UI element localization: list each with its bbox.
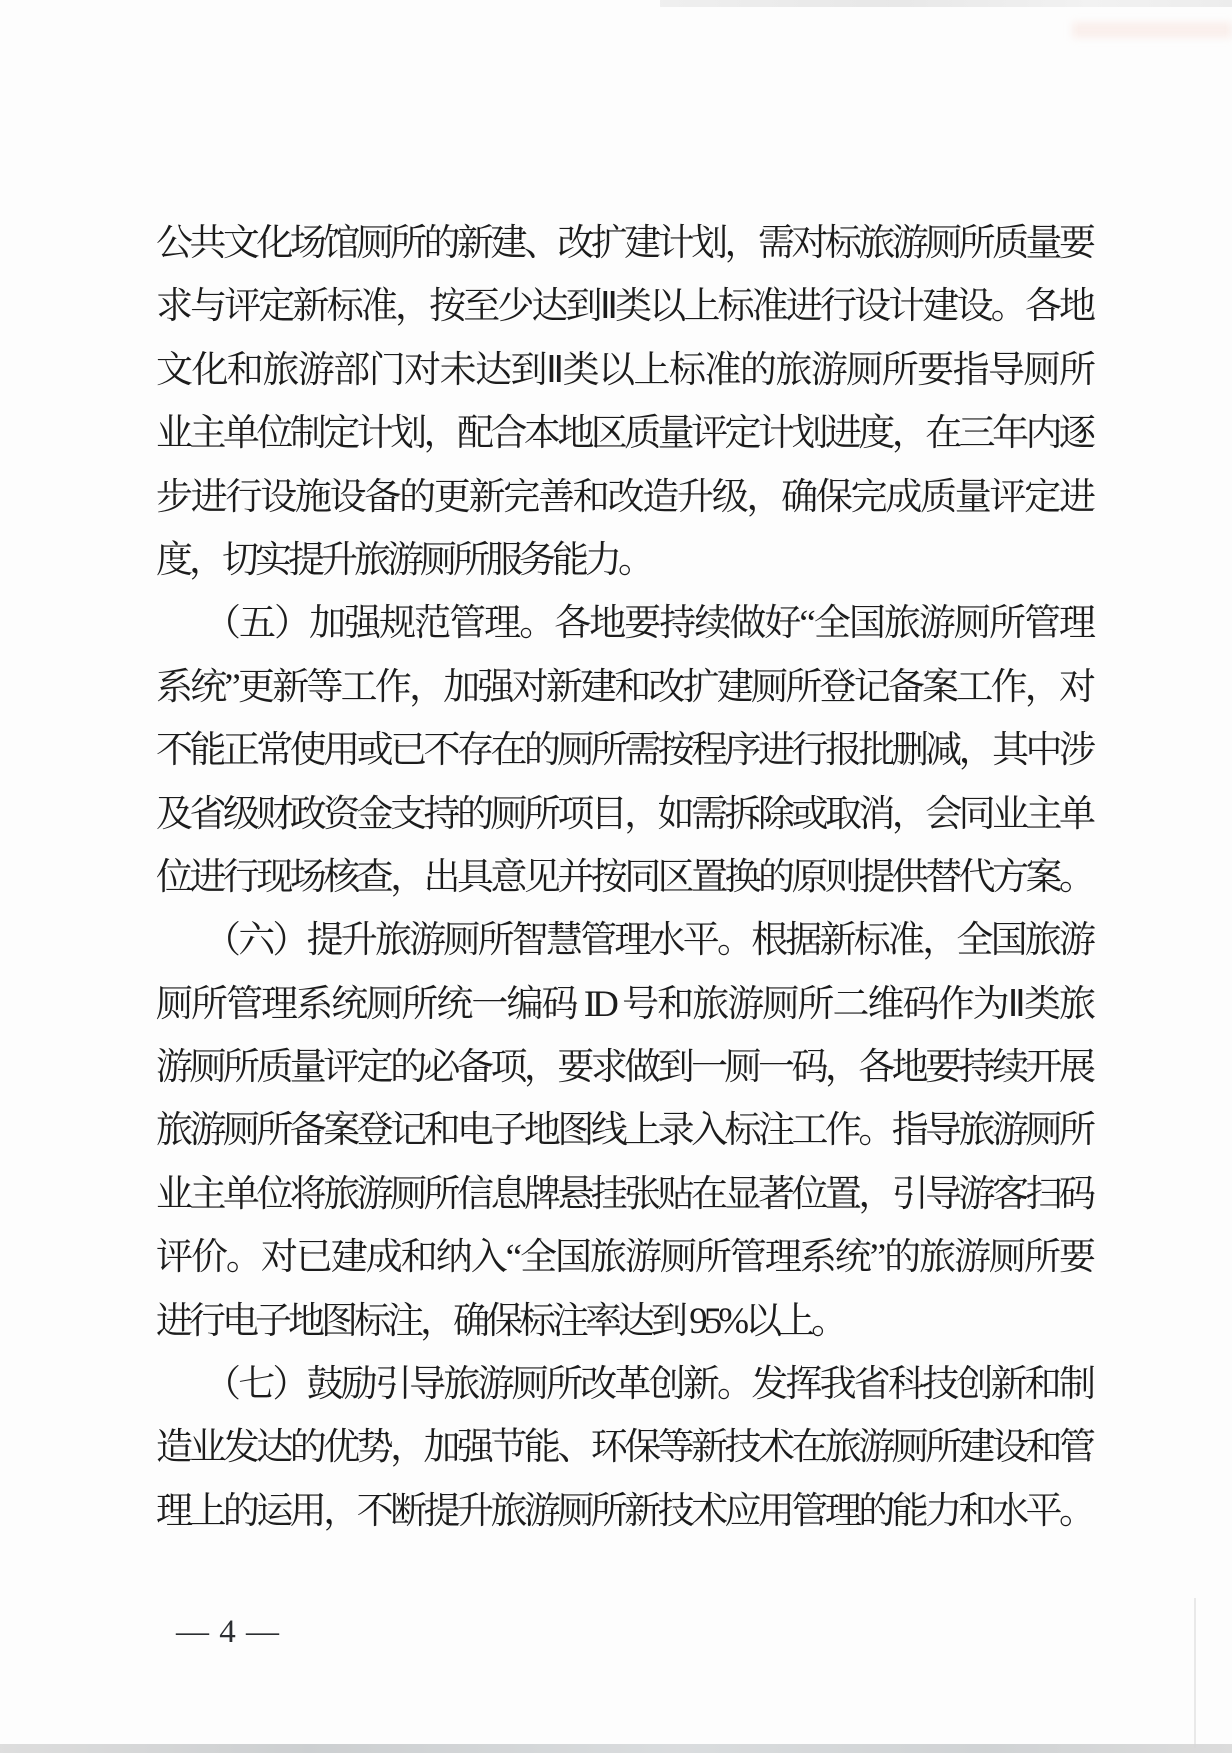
text-line: 不能正常使用或已不存在的厕所需按程序进行报批删减，其中涉 [156, 730, 1092, 772]
text-line: 位进行现场核查，出具意见并按同区置换的原则提供替代方案。 [156, 856, 1092, 898]
text-line: 文化和旅游部门对未达到Ⅱ类以上标准的旅游厕所要指导厕所 [156, 349, 1092, 391]
scan-artifact-right-edge [1194, 1598, 1196, 1748]
page-number: — 4 — [176, 1614, 280, 1650]
text-line: 业主单位将旅游厕所信息牌悬挂张贴在显著位置，引导游客扫码 [156, 1173, 1092, 1215]
text-line: 游厕所质量评定的必备项，要求做到一厕一码，各地要持续开展 [156, 1047, 1092, 1089]
document-body [156, 212, 1092, 1543]
text-line: 进行电子地图标注，确保标注率达到 95%以上。 [156, 1300, 845, 1342]
text-line: 厕所管理系统厕所统一编码 ID 号和旅游厕所二维码作为Ⅱ类旅 [156, 983, 1092, 1025]
scan-artifact-top-right-tint [1072, 22, 1232, 38]
scan-artifact-top-streak [660, 0, 1232, 7]
scan-artifact-bottom-edge [0, 1744, 1232, 1753]
text-line: （五）加强规范管理。各地要持续做好“全国旅游厕所管理 [204, 603, 1092, 645]
text-line: 造业发达的优势，加强节能、环保等新技术在旅游厕所建设和管 [156, 1427, 1092, 1469]
text-line: 评价。对已建成和纳入“全国旅游厕所管理系统”的旅游厕所要 [156, 1237, 1092, 1279]
text-line: （七）鼓励引导旅游厕所改革创新。发挥我省科技创新和制 [204, 1364, 1092, 1406]
text-line: 旅游厕所备案登记和电子地图线上录入标注工作。指导旅游厕所 [156, 1110, 1092, 1152]
text-line: 系统”更新等工作，加强对新建和改扩建厕所登记备案工作，对 [156, 666, 1092, 708]
text-line: 求与评定新标准，按至少达到Ⅱ类以上标准进行设计建设。各地 [156, 286, 1092, 328]
text-line: 及省级财政资金支持的厕所项目，如需拆除或取消，会同业主单 [156, 793, 1092, 835]
text-line: 理上的运用，不断提升旅游厕所新技术应用管理的能力和水平。 [156, 1490, 1092, 1532]
text-line: 步进行设施设备的更新完善和改造升级，确保完成质量评定进 [156, 476, 1092, 518]
text-line: （六）提升旅游厕所智慧管理水平。根据新标准，全国旅游 [204, 920, 1092, 962]
text-line: 度，切实提升旅游厕所服务能力。 [156, 539, 651, 581]
text-line: 公共文化场馆厕所的新建、改扩建计划，需对标旅游厕所质量要 [156, 223, 1092, 264]
text-line: 业主单位制定计划，配合本地区质量评定计划进度，在三年内逐 [156, 413, 1092, 455]
